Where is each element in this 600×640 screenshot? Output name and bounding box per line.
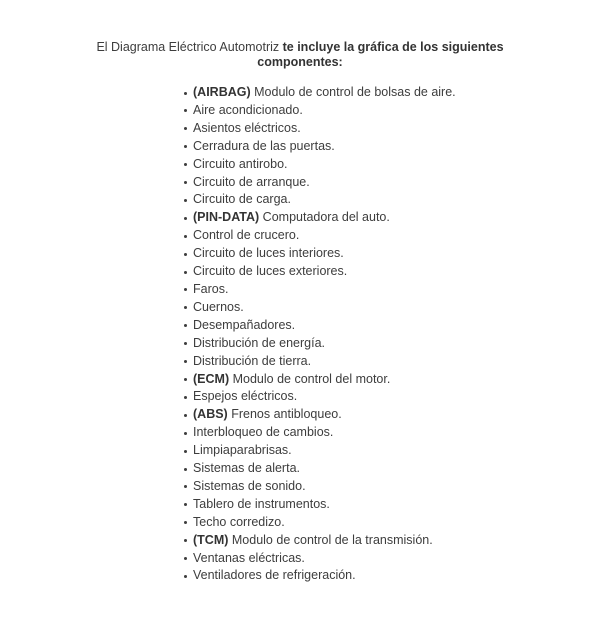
item-code: (PIN-DATA) xyxy=(193,210,260,225)
item-text: Sistemas de sonido. xyxy=(193,478,306,493)
list-item xyxy=(184,245,600,263)
list-item xyxy=(184,209,600,227)
item-text: Limpiaparabrisas. xyxy=(193,443,292,458)
item-code: (ECM) xyxy=(193,371,230,386)
item-text: Circuito de arranque. xyxy=(193,174,310,189)
item-text: Frenos antibloqueo. xyxy=(231,407,342,422)
item-text: Asientos eléctricos. xyxy=(193,120,301,135)
item-text: Cerradura de las puertas. xyxy=(193,138,335,153)
list-item xyxy=(184,460,600,478)
list-item xyxy=(184,371,600,389)
item-text: Techo corredizo. xyxy=(193,514,285,529)
list-item xyxy=(184,191,600,209)
page-title xyxy=(75,40,525,70)
list-item xyxy=(184,299,600,317)
list-item xyxy=(184,406,600,424)
item-text: Modulo de control de la transmisión. xyxy=(231,532,433,547)
document-page xyxy=(0,40,600,640)
item-text: Modulo de control del motor. xyxy=(232,371,391,386)
list-item xyxy=(184,478,600,496)
page-title-regular: El Diagrama Eléctrico Automotriz xyxy=(96,40,280,54)
item-text: Interbloqueo de cambios. xyxy=(193,425,334,440)
item-text: Circuito antirobo. xyxy=(193,156,288,171)
list-item xyxy=(184,102,600,120)
list-item xyxy=(184,496,600,514)
item-text: Circuito de luces interiores. xyxy=(193,246,344,261)
list-item xyxy=(184,317,600,335)
list-item xyxy=(184,388,600,406)
list-item xyxy=(184,120,600,138)
list-item xyxy=(184,84,600,102)
item-text: Cuernos. xyxy=(193,299,244,314)
list-item xyxy=(184,281,600,299)
list-item xyxy=(184,227,600,245)
item-text: Modulo de control de bolsas de aire. xyxy=(254,85,456,99)
list-item xyxy=(184,353,600,371)
item-text: Faros. xyxy=(193,281,229,296)
list-item xyxy=(184,442,600,460)
item-code: (TCM) xyxy=(193,532,229,547)
list-item xyxy=(184,550,600,568)
item-text: Ventanas eléctricas. xyxy=(193,550,305,565)
list-item xyxy=(184,514,600,532)
list-item xyxy=(184,335,600,353)
item-text: Ventiladores de refrigeración. xyxy=(193,568,356,583)
item-text: Distribución de tierra. xyxy=(193,353,312,368)
item-text: Aire acondicionado. xyxy=(193,102,303,117)
list-item xyxy=(184,263,600,281)
page-title-bold: te incluye la gráfica de los siguientes componentes: xyxy=(257,40,504,69)
components-list xyxy=(0,84,600,585)
list-item xyxy=(184,567,600,585)
item-text: Circuito de luces exteriores. xyxy=(193,264,348,279)
item-text: Sistemas de alerta. xyxy=(193,461,300,476)
item-text: Tablero de instrumentos. xyxy=(193,496,330,511)
list-item xyxy=(184,138,600,156)
list-item xyxy=(184,532,600,550)
item-text: Desempañadores. xyxy=(193,317,296,332)
item-text: Distribución de energía. xyxy=(193,335,326,350)
list-item xyxy=(184,424,600,442)
item-text: Computadora del auto. xyxy=(262,210,390,225)
item-text: Espejos eléctricos. xyxy=(193,389,298,404)
list-item xyxy=(184,156,600,174)
item-text: Circuito de carga. xyxy=(193,192,291,207)
item-code: (ABS) xyxy=(193,407,228,422)
item-code: (AIRBAG) xyxy=(193,85,251,99)
item-text: Control de crucero. xyxy=(193,228,300,243)
list-item xyxy=(184,174,600,192)
